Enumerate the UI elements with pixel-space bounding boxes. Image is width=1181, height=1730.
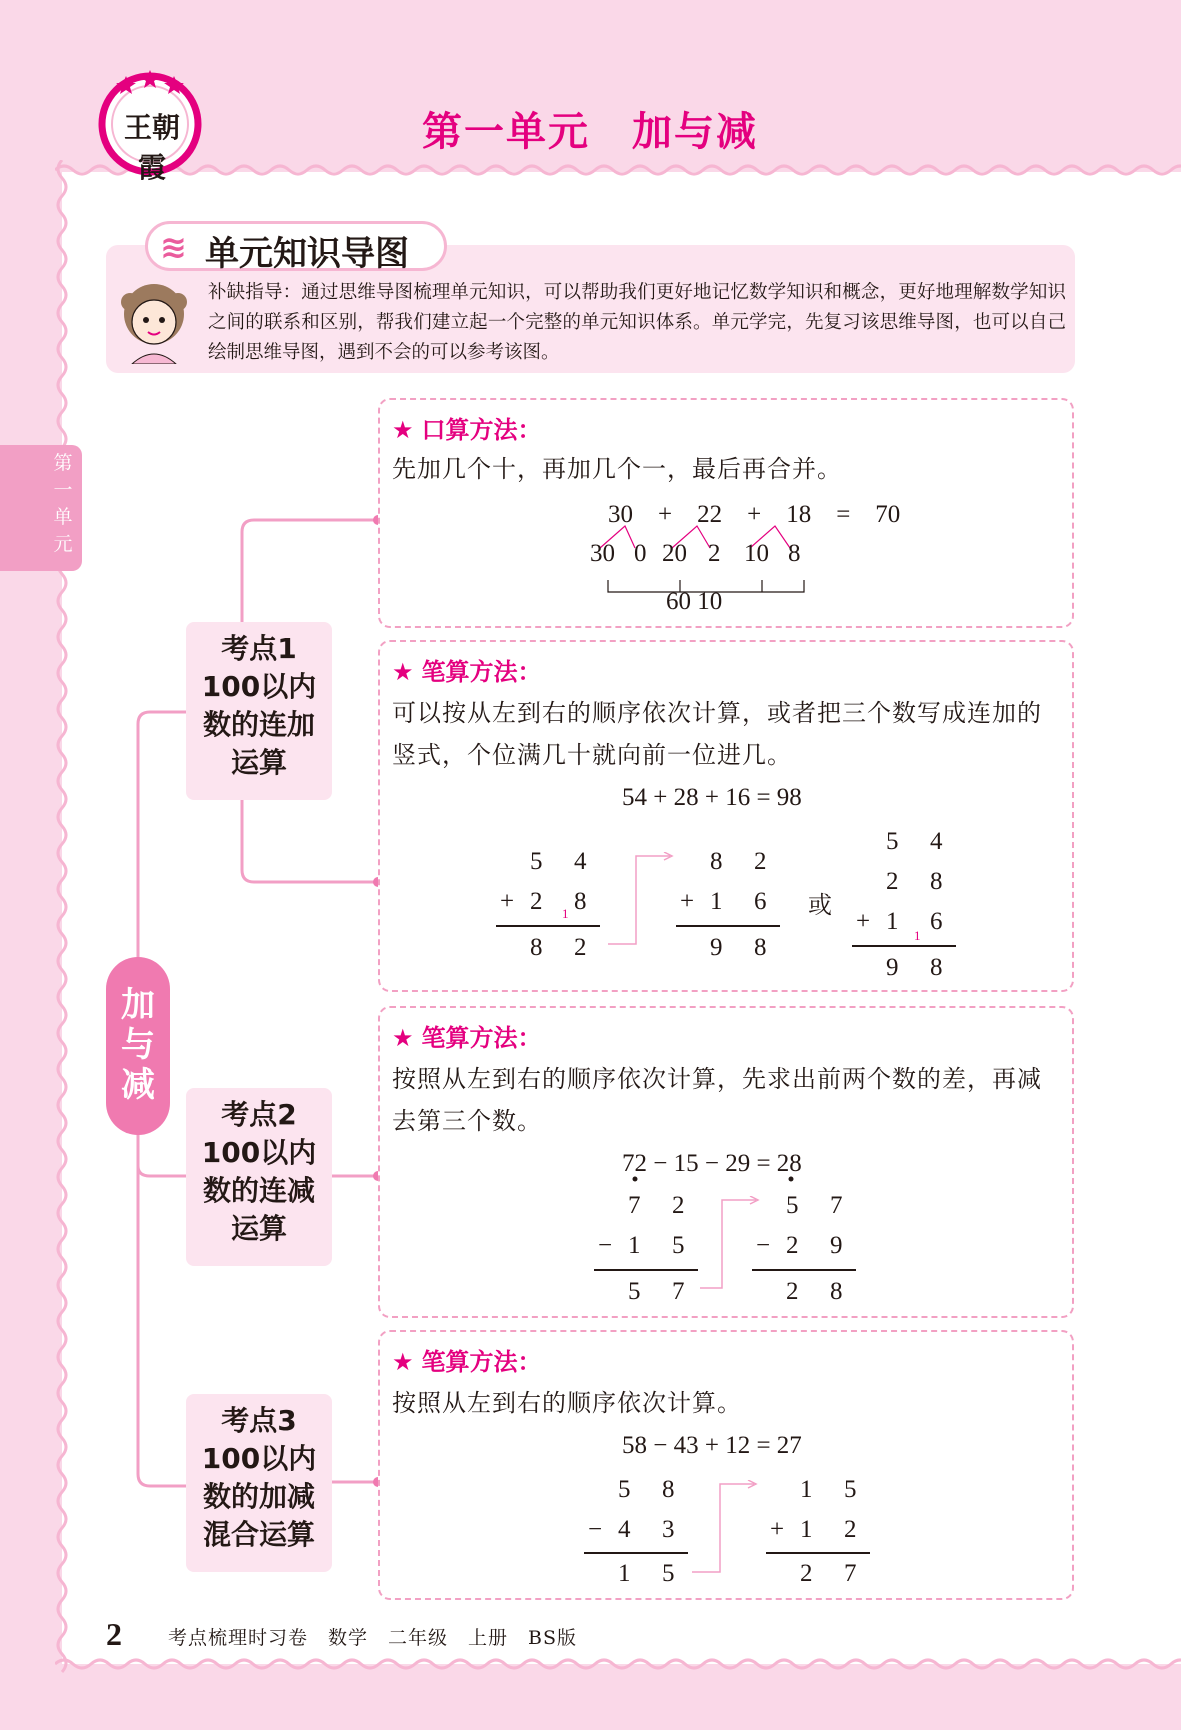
box4-c1-op: −: [588, 1516, 603, 1543]
method-box-1-text: 先加几个十，再加几个一，最后再合并。: [392, 455, 842, 483]
box4-c2-r1-tens: 1: [800, 1476, 813, 1503]
box1-split-e: 10: [744, 540, 769, 567]
top-wave-border: [55, 160, 1181, 180]
topic-2-line-1: 考点2: [221, 1098, 297, 1131]
box1-equation: 30 + 22 + 18 = 70: [608, 501, 901, 528]
box1-split-c: 20: [662, 540, 687, 567]
box3-c2-rule: [752, 1269, 856, 1271]
box2-c1-op: +: [500, 888, 515, 915]
unit-title: 第一单元 加与减: [422, 109, 758, 155]
box1-split-b: 0: [634, 540, 647, 567]
side-tab-label: 第一单元: [53, 452, 73, 555]
box3-c2-r2-tens: 2: [786, 1232, 799, 1259]
box4-c2-op: +: [770, 1516, 785, 1543]
box2-c2-res-tens: 9: [710, 934, 723, 961]
box3-c1-res-ones: 7: [672, 1278, 685, 1305]
box2-c3-carry: 1: [914, 928, 921, 943]
box3-c1-r1-tens: 7: [628, 1192, 641, 1219]
box2-c3-r1-ones: 4: [930, 828, 943, 855]
box1-split-a: 30: [590, 540, 615, 567]
borrow-dot-icon: [630, 1174, 640, 1184]
box2-transfer-arrow: [606, 852, 676, 948]
box2-c1-r1-ones: 4: [574, 848, 587, 875]
star-icon: ★: [392, 416, 414, 444]
method-box-3-heading: [392, 1018, 542, 1053]
topic-2-line-3: 数的连减: [202, 1174, 315, 1207]
box1-combined: 60 10: [666, 588, 723, 615]
box4-c2-r2-tens: 1: [800, 1516, 813, 1543]
box3-c1-r1-ones: 2: [672, 1192, 685, 1219]
borrow-dot-icon: [786, 1174, 796, 1184]
box4-c1-res-ones: 5: [662, 1560, 675, 1587]
box2-c3-op: +: [856, 908, 871, 935]
box1-split-d: 2: [708, 540, 721, 567]
method-box-1-heading-text: 口算方法：: [421, 416, 542, 444]
box2-c3-r3-ones: 6: [930, 908, 943, 935]
box4-c2-rule: [766, 1552, 870, 1554]
box3-c2-res-ones: 8: [830, 1278, 843, 1305]
box4-transfer-arrow: [690, 1480, 760, 1576]
box2-c1-rule: [496, 925, 600, 927]
box3-c1-r2-ones: 5: [672, 1232, 685, 1259]
box2-c1-r2-tens: 2: [530, 888, 543, 915]
box4-c1-r2-tens: 4: [618, 1516, 631, 1543]
topic-3-line-1: 考点3: [221, 1404, 297, 1437]
box3-c1-rule: [594, 1269, 698, 1271]
box2-c2-op: +: [680, 888, 695, 915]
box4-c1-rule: [584, 1552, 688, 1554]
section-title: 单元知识导图: [205, 234, 409, 274]
box2-c3-r1-tens: 5: [886, 828, 899, 855]
topic-3: [186, 1394, 332, 1572]
method-box-3-heading-text: 笔算方法：: [421, 1024, 542, 1052]
box2-c3-res-tens: 9: [886, 954, 899, 981]
bottom-wave-border: [55, 1654, 1181, 1674]
box2-c3-r3-tens: 1: [886, 908, 899, 935]
method-box-3-text: 按照从左到右的顺序依次计算，先求出前两个数的差，再减去第三个数。: [392, 1065, 1042, 1135]
box4-c1-r1-tens: 5: [618, 1476, 631, 1503]
box2-c1-r1-tens: 5: [530, 848, 543, 875]
topic-3-line-3: 数的加减: [202, 1480, 315, 1513]
guide-text: 补缺指导：通过思维导图梳理单元知识，可以帮助我们更好地记忆数学知识和概念，更好地理解数学知识之间的联系和区别，帮我们建立起一个完整的单元知识体系。单元学完，先复习该思维导图，也可以自己绘制思维导图，遇到不会的可以参考该图。: [208, 282, 1066, 363]
topic-1-line-2: 100以内: [201, 670, 317, 703]
logo-text: 王朝霞: [123, 111, 180, 184]
box3-c1-res-tens: 5: [628, 1278, 641, 1305]
box4-c1-res-tens: 1: [618, 1560, 631, 1587]
box2-equation: 54 + 28 + 16 = 98: [622, 784, 802, 811]
box2-c2-r2-tens: 1: [710, 888, 723, 915]
footer-text: 考点梳理时习卷 数学 二年级 上册 BS版: [168, 1627, 577, 1649]
box4-c1-r1-ones: 8: [662, 1476, 675, 1503]
box2-or-label: 或: [808, 891, 833, 919]
star-icon: ★: [392, 1024, 414, 1052]
topic-1-line-4: 运算: [230, 746, 287, 779]
box2-c1-r2-ones: 8: [574, 888, 587, 915]
topic-2-line-4: 运算: [230, 1212, 287, 1245]
box2-c2-r1-tens: 8: [710, 848, 723, 875]
box3-c2-op: −: [756, 1232, 771, 1259]
box2-c1-res-ones: 2: [574, 934, 587, 961]
method-box-2-heading: [392, 652, 542, 687]
box4-c2-res-ones: 7: [844, 1560, 857, 1587]
star-icon: ★: [392, 1348, 414, 1376]
box2-c3-r2-ones: 8: [930, 868, 943, 895]
topic-1: [186, 622, 332, 800]
box3-equation: 72 − 15 − 29 = 28: [622, 1150, 802, 1177]
topic-1-line-3: 数的连加: [202, 708, 315, 741]
box2-c2-rule: [676, 925, 780, 927]
page-number: 2: [106, 1616, 122, 1652]
method-box-4-text: 按照从左到右的顺序依次计算。: [392, 1389, 742, 1417]
topic-2: [186, 1088, 332, 1266]
box4-equation: 58 − 43 + 12 = 27: [622, 1432, 802, 1459]
box3-transfer-arrow: [698, 1196, 762, 1292]
box2-c2-r2-ones: 6: [754, 888, 767, 915]
box2-c2-res-ones: 8: [754, 934, 767, 961]
method-box-4-heading-text: 笔算方法：: [421, 1348, 542, 1376]
method-box-4-heading: [392, 1342, 542, 1377]
topic-3-line-4: 混合运算: [202, 1518, 315, 1551]
box4-c2-res-tens: 2: [800, 1560, 813, 1587]
box2-c2-r1-ones: 2: [754, 848, 767, 875]
topic-3-line-2: 100以内: [201, 1442, 317, 1475]
box2-c3-r2-tens: 2: [886, 868, 899, 895]
method-box-2-heading-text: 笔算方法：: [421, 658, 542, 686]
box3-c2-r1-ones: 7: [830, 1192, 843, 1219]
left-wave-border: [52, 160, 72, 1680]
star-icon: ★: [392, 658, 414, 686]
box1-split-f: 8: [788, 540, 801, 567]
box3-c2-res-tens: 2: [786, 1278, 799, 1305]
method-box-2-text: 可以按从左到右的顺序依次计算，或者把三个数写成连加的竖式，个位满几十就向前一位进几。: [392, 699, 1042, 769]
box2-c1-carry: 1: [562, 906, 569, 921]
wave-lines-icon: ≋: [160, 228, 187, 266]
topic-2-line-2: 100以内: [201, 1136, 317, 1169]
box2-c3-res-ones: 8: [930, 954, 943, 981]
box3-c2-r1-tens: 5: [786, 1192, 799, 1219]
method-box-1-heading: [392, 410, 542, 445]
girl-avatar-icon: [116, 278, 192, 364]
box3-c1-r2-tens: 1: [628, 1232, 641, 1259]
box4-c2-r1-ones: 5: [844, 1476, 857, 1503]
box3-c1-op: −: [598, 1232, 613, 1259]
box3-c2-r2-ones: 9: [830, 1232, 843, 1259]
root-label: 加与减: [121, 985, 155, 1105]
box2-c1-res-tens: 8: [530, 934, 543, 961]
box2-c3-rule: [852, 945, 956, 947]
box4-c2-r2-ones: 2: [844, 1516, 857, 1543]
box4-c1-r2-ones: 3: [662, 1516, 675, 1543]
topic-1-line-1: 考点1: [221, 632, 297, 665]
